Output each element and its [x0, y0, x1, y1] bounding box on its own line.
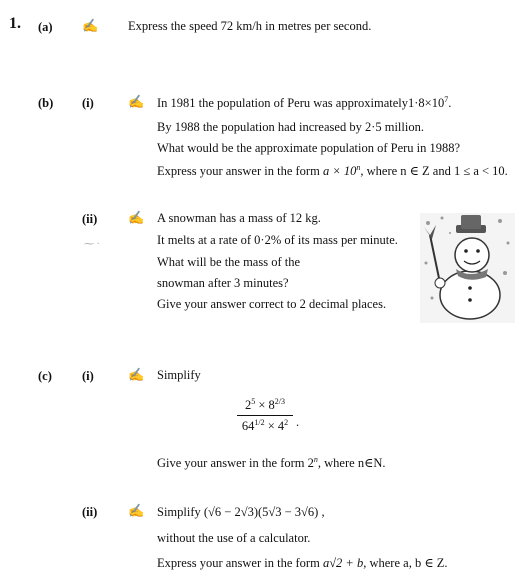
part-b-i-label: (i): [82, 96, 94, 110]
part-b-i-line1: In 1981 the population of Peru was $approximately1\cdot 8\times 10^7$.: [157, 95, 452, 111]
part-c-i-label: (i): [82, 369, 94, 383]
part-a-text: Express the speed 72 km/h in metres per second.: [128, 19, 372, 33]
pen-icon: ✍: [128, 367, 145, 382]
question-number: 1.: [9, 15, 21, 32]
scan-smudge: ⁓ ·: [84, 239, 100, 250]
part-c-ii-label: (ii): [82, 505, 98, 519]
fraction-expression: [237, 397, 293, 434]
pen-icon: ✍: [128, 210, 145, 225]
part-b-ii-line2: It melts at a rate of 0·2% of its mass per minute.: [157, 233, 398, 247]
part-b-i-line3: What would be the approximate population of Peru in 1988?: [157, 141, 461, 155]
fraction-trail: .: [296, 415, 300, 429]
fraction-denominator: $64^{1/2} \times 4^2$: [241, 418, 289, 434]
part-b-ii-line5: Give your answer correct to 2 decimal places.: [157, 297, 387, 311]
fraction-numerator: $2^5 \times 8^{2/3}$: [244, 397, 286, 413]
part-b-i-line4: Express your answer in the form $a \times 10^n$, where n ∈ Z and 1 ≤ a < 10.: [157, 163, 508, 179]
part-b-label: (b): [38, 96, 54, 110]
part-c-ii-line3: Express your answer in the form a√2 + b, where a, b ∈ Z.: [157, 556, 448, 570]
part-c-ii-line1: Simplify (√6 − 2√3)(5√3 − 3√6) ,: [157, 505, 325, 519]
part-b-i-line2: By 1988 the population had increased by 2·5 million.: [157, 120, 424, 134]
snowman-illustration: [420, 213, 515, 323]
fraction-bar: [237, 415, 293, 416]
pen-icon: ✍: [128, 94, 145, 109]
part-a-label: (a): [38, 20, 53, 34]
part-b-ii-label: (ii): [82, 212, 98, 226]
pen-icon: ✍: [82, 18, 99, 33]
part-b-ii-line1: A snowman has a mass of 12 kg.: [157, 211, 321, 225]
pen-icon: ✍: [128, 503, 145, 518]
part-b-ii-line4: snowman after 3 minutes?: [157, 276, 289, 290]
part-b-ii-line3: What will be the mass of the: [157, 255, 301, 269]
part-c-i-line2: Give your answer in the form 2$^n$, where n∈N.: [157, 455, 386, 471]
part-c-ii-line2: without the use of a calculator.: [157, 531, 311, 545]
part-c-label: (c): [38, 369, 52, 383]
part-c-i-line1: Simplify: [157, 368, 201, 382]
